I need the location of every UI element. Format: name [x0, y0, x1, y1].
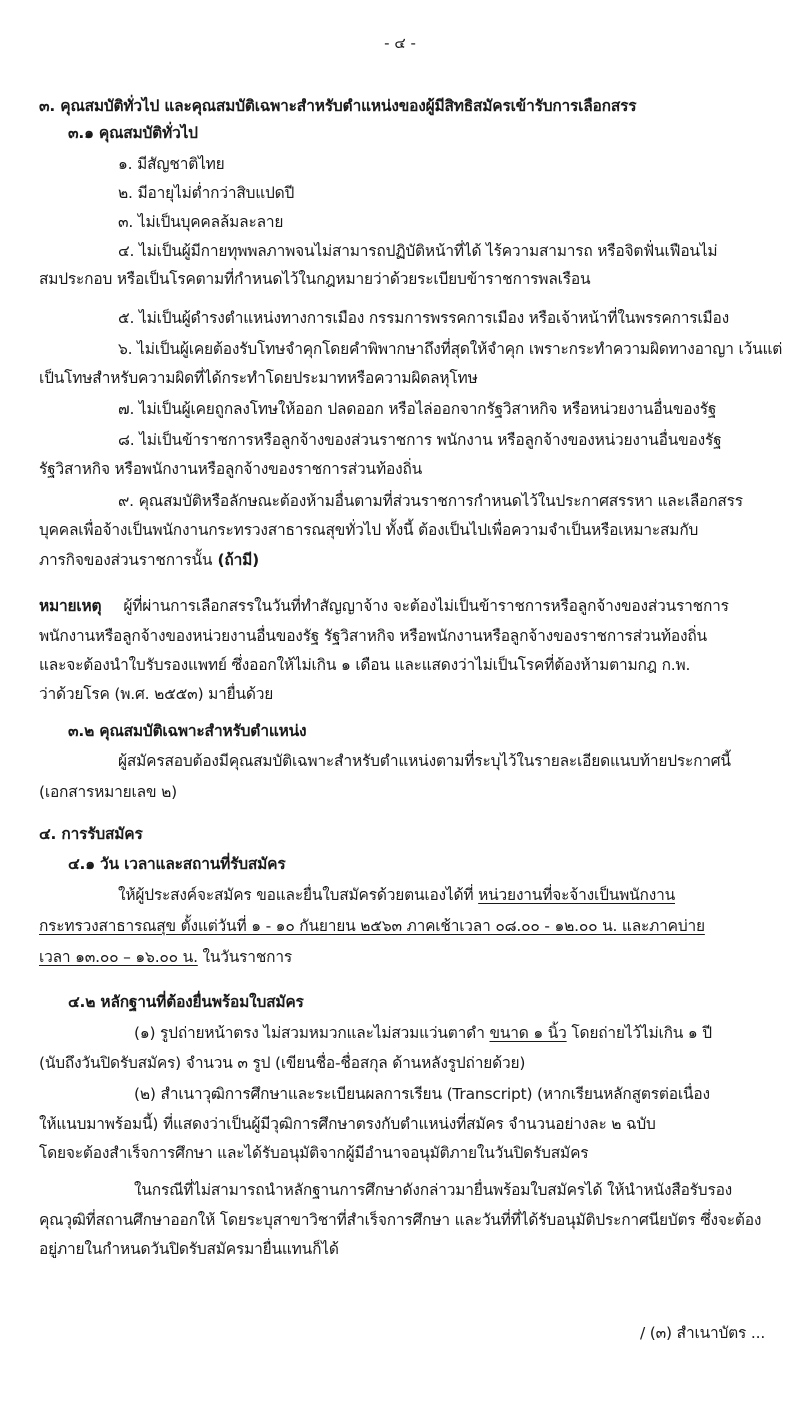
- case-text: คุณวุฒิที่สถานศึกษาออกให้ โดยระบุสาขาวิชาที่สำเร็จการศึกษา และวันที่ที่ได้รับอนุมัติประกาศนียบัตร ซึ่งจะต้อง: [39, 1211, 762, 1229]
- list-item: ๙. คุณสมบัติหรือลักษณะต้องห้ามอื่นตามที่ส่วนราชการกำหนดไว้ในประกาศสรรหา และเลือกสรร: [118, 492, 743, 510]
- list-item: ๒. มีอายุไม่ต่ำกว่าสิบแปดปี: [118, 184, 295, 202]
- note-line: พนักงานหรือลูกจ้างของหน่วยงานอื่นของรัฐ รัฐวิสาหกิจ หรือพนักงานหรือลูกจ้างของราชการส่วนท้องถิ่น: [39, 627, 707, 645]
- list-item-continuation: สมประกอบ หรือเป็นโรคตามที่กำหนดไว้ในกฎหมายว่าด้วยระเบียบข้าราชการพลเรือน: [39, 270, 591, 288]
- apply-text: ให้ผู้ประสงค์จะสมัคร ขอและยื่นใบสมัครด้วยตนเองได้ที่: [118, 886, 479, 904]
- section-3-2-heading: ๓.๒ คุณสมบัติเฉพาะสำหรับตำแหน่ง: [68, 722, 307, 740]
- list-item: ๕. ไม่เป็นผู้ดำรงตำแหน่งทางการเมือง กรรมการพรรคการเมือง หรือเจ้าหน้าที่ในพรรคการเมือง: [118, 309, 729, 327]
- case-text: อยู่ภายในกำหนดวันปิดรับสมัครมายื่นแทนก็ได้: [39, 1240, 339, 1258]
- afternoon-hours: เวลา ๑๓.๐๐ – ๑๖.๐๐ น.: [39, 948, 198, 966]
- evidence-item-2-cont: โดยจะต้องสำเร็จการศึกษา และได้รับอนุมัติจากผู้มีอำนาจอนุมัติภายในวันปิดรับสมัคร: [39, 1144, 589, 1162]
- evidence-item-2-cont: ให้แนบมาพร้อมนี้) ที่แสดงว่าเป็นผู้มีวุฒิการศึกษาตรงกับตำแหน่งที่สมัคร จำนวนอย่างละ ๒ ฉบับ: [39, 1115, 656, 1133]
- list-item: ๓. ไม่เป็นบุคคลล้มละลาย: [118, 213, 284, 231]
- list-item: ๗. ไม่เป็นผู้เคยถูกลงโทษให้ออก ปลดออก หรือไล่ออกจากรัฐวิสาหกิจ หรือหน่วยงานอื่นของรัฐ: [118, 400, 717, 418]
- photo-spec: (๑) รูปถ่ายหน้าตรง ไม่สวมหมวกและไม่สวมแว่นตาดำ: [134, 1024, 490, 1042]
- section-4-heading: ๔. การรับสมัคร: [39, 825, 143, 843]
- list-item: ๔. ไม่เป็นผู้มีกายทุพพลภาพจนไม่สามารถปฏิบัติหน้าที่ได้ ไร้ความสามารถ หรือจิตฟั่นเฟือนไม่: [118, 242, 718, 260]
- continuation-marker: / (๓) สำเนาบัตร ...: [640, 1324, 766, 1342]
- working-days: ในวันราชการ: [197, 948, 292, 966]
- note-label: หมายเหตุ: [39, 597, 102, 615]
- section-3-heading: ๓. คุณสมบัติทั่วไป และคุณสมบัติเฉพาะสำหรับตำแหน่งของผู้มีสิทธิสมัครเข้ารับการเลือกสรร: [39, 97, 637, 115]
- note-line: และจะต้องนำใบรับรองแพทย์ ซึ่งออกให้ไม่เกิน ๑ เดือน และแสดงว่าไม่เป็นโรคที่ต้องห้ามตามกฎ ก.พ.: [39, 656, 691, 674]
- section-3-1-heading: ๓.๑ คุณสมบัติทั่วไป: [68, 124, 198, 142]
- note-line: [39, 595, 729, 617]
- case-text: ในกรณีที่ไม่สามารถนำหลักฐานการศึกษาดังกล่าวมายื่นพร้อมใบสมัครได้ ให้นำหนังสือรับรอง: [134, 1181, 733, 1199]
- apply-location: หน่วยงานที่จะจ้างเป็นพนักงาน: [478, 886, 675, 904]
- evidence-item-1-cont: (นับถึงวันปิดรับสมัคร) จำนวน ๓ รูป (เขียนชื่อ-ชื่อสกุล ด้านหลังรูปถ่ายด้วย): [39, 1054, 526, 1072]
- photo-age: โดยถ่ายไว้ไม่เกิน ๑ ปี: [566, 1024, 712, 1042]
- section-4-1-text: [118, 884, 675, 906]
- section-4-1-heading: ๔.๑ วัน เวลาและสถานที่รับสมัคร: [68, 855, 286, 873]
- item-9-text: ภารกิจของส่วนราชการนั้น: [39, 551, 213, 569]
- list-item: ๑. มีสัญชาติไทย: [118, 155, 225, 173]
- list-item-continuation: [39, 549, 259, 571]
- if-any-label: (ถ้ามี): [212, 551, 259, 569]
- photo-size: ขนาด ๑ นิ้ว: [489, 1024, 567, 1042]
- list-item-continuation: รัฐวิสาหกิจ หรือพนักงานหรือลูกจ้างของราชการส่วนท้องถิ่น: [39, 460, 423, 478]
- list-item-continuation: เป็นโทษสำหรับความผิดที่ได้กระทำโดยประมาทหรือความผิดลหุโทษ: [39, 369, 478, 387]
- section-3-2-text: (เอกสารหมายเลข ๒): [39, 783, 177, 801]
- section-3-2-text: ผู้สมัครสอบต้องมีคุณสมบัติเฉพาะสำหรับตำแหน่งตามที่ระบุไว้ในรายละเอียดแนบท้ายประกาศนี้: [118, 752, 731, 770]
- page-number: - ๔ -: [384, 34, 416, 52]
- evidence-item-1: [134, 1022, 712, 1044]
- note-line: ว่าด้วยโรค (พ.ศ. ๒๕๕๓) มายื่นด้วย: [39, 685, 274, 703]
- section-4-2-heading: ๔.๒ หลักฐานที่ต้องยื่นพร้อมใบสมัคร: [68, 993, 304, 1011]
- list-item: ๖. ไม่เป็นผู้เคยต้องรับโทษจำคุกโดยคำพิพากษาถึงที่สุดให้จำคุก เพราะกระทำความผิดทางอาญา เว้นแต่: [118, 340, 783, 358]
- apply-dates: กระทรวงสาธารณสุข ตั้งแต่วันที่ ๑ - ๑๐ กันยายน ๒๕๖๓ ภาคเช้าเวลา ๐๘.๐๐ - ๑๒.๐๐ น. และภาคบ่าย: [39, 917, 705, 935]
- apply-hours: [39, 946, 292, 968]
- list-item-continuation: บุคคลเพื่อจ้างเป็นพนักงานกระทรวงสาธารณสุขทั่วไป ทั้งนี้ ต้องเป็นไปเพื่อความจำเป็นหรือเหมาะสมกับ: [39, 521, 699, 539]
- list-item: ๘. ไม่เป็นข้าราชการหรือลูกจ้างของส่วนราชการ พนักงาน หรือลูกจ้างของหน่วยงานอื่นของรัฐ: [118, 431, 722, 449]
- note-text: ผู้ที่ผ่านการเลือกสรรในวันที่ทำสัญญาจ้าง จะต้องไม่เป็นข้าราชการหรือลูกจ้างของส่วนราชการ: [123, 597, 729, 615]
- evidence-item-2: (๒) สำเนาวุฒิการศึกษาและระเบียนผลการเรียน (Transcript) (หากเรียนหลักสูตรต่อเนื่อง: [134, 1085, 710, 1103]
